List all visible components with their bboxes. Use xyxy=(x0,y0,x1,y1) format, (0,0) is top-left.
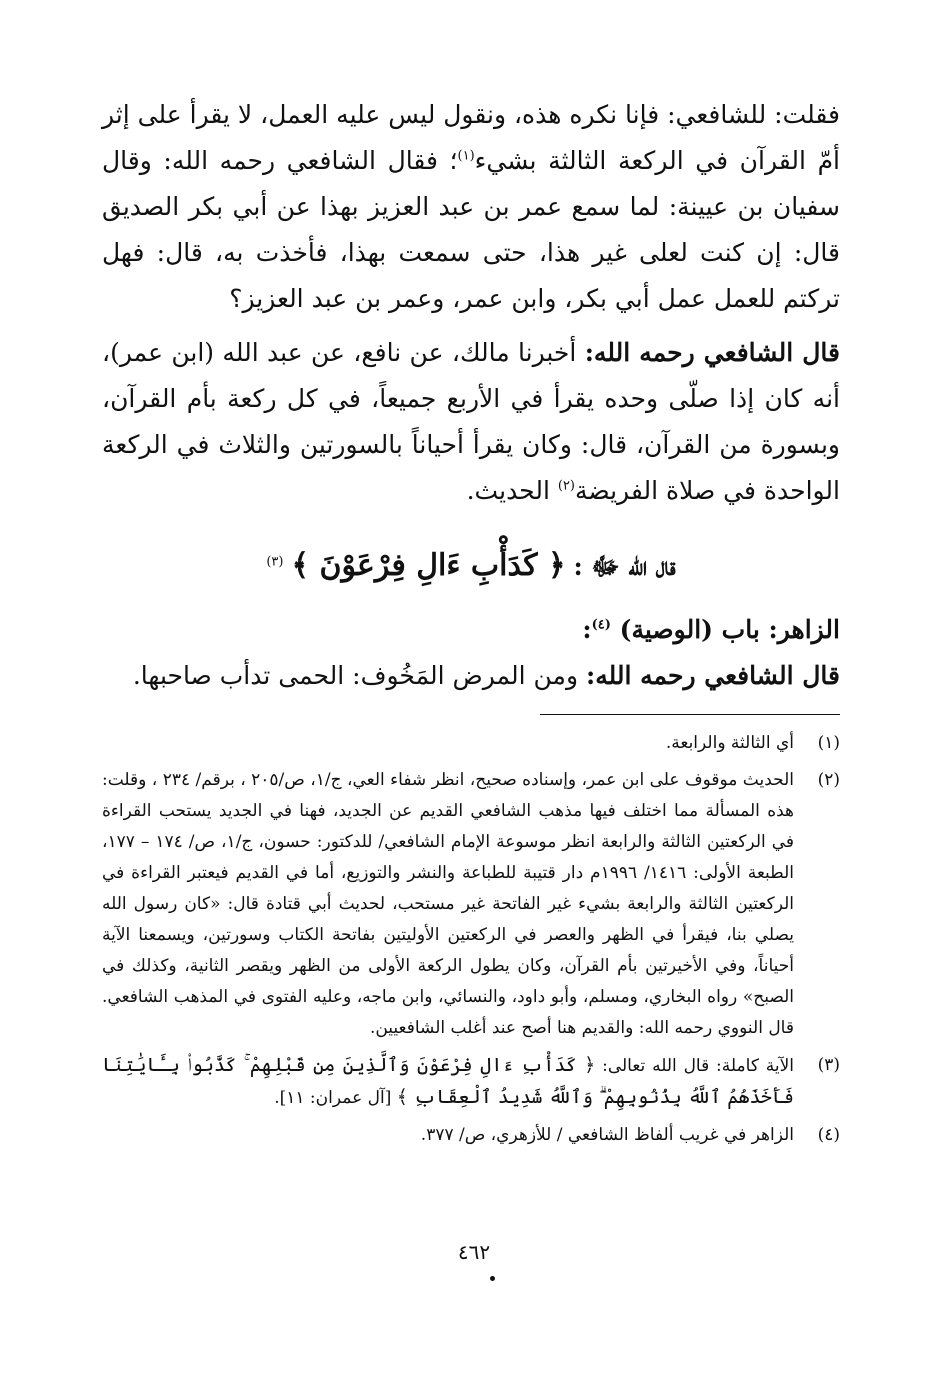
paragraph-3-text: ومن المرض المَخُوف: الحمى تدأب صاحبها. xyxy=(132,661,586,690)
zahir-colon: : xyxy=(582,615,592,644)
footnote-ref-2: (٢) xyxy=(557,478,575,494)
footnote-text xyxy=(102,1050,794,1114)
main-text xyxy=(102,92,840,699)
footnote-2 xyxy=(102,765,840,1044)
footnotes xyxy=(102,728,840,1157)
footnote-ref-3: (٣) xyxy=(266,554,284,570)
footnote-number: (٣) xyxy=(817,1055,840,1075)
footnote-divider xyxy=(540,714,840,715)
footnote-3-reference: [آل عمران: ١١]. xyxy=(274,1088,397,1108)
footnote-3 xyxy=(102,1050,840,1114)
footnote-1 xyxy=(102,728,840,759)
footnote-number: (١) xyxy=(817,733,840,753)
page-dot xyxy=(490,1276,495,1281)
footnote-text: أي الثالثة والرابعة. xyxy=(665,733,794,753)
footnote-number: (٢) xyxy=(817,770,840,790)
paragraph-2 xyxy=(102,330,840,514)
footnote-ref-4: (٤) xyxy=(591,617,611,633)
paragraph-2-text: أخبرنا مالك، عن نافع، عن عبد الله (ابن عمر)، أنه كان إذا صلّى وحده يقرأ في الأربع جميعاً، في كل ركعة بأم القرآن، وبسورة من القرآن، قال: وكان يقرأ أحياناً بالسورتين والثلاث في الركعة الواحدة في صلاة الفريضة xyxy=(102,338,840,505)
paragraph-1 xyxy=(102,92,840,322)
verse-lead: قال الله ﷻ : xyxy=(573,552,676,581)
paragraph-3-lead: قال الشافعي رحمه الله: xyxy=(585,661,840,690)
paragraph-3 xyxy=(102,653,840,699)
page-number: ٤٦٢ xyxy=(457,1240,491,1264)
quran-verse: ﴿ كَدَأْبِ ءَالِ فِرْعَوْنَ ﴾ xyxy=(291,548,566,583)
paragraph-2-lead: قال الشافعي رحمه الله: xyxy=(584,338,840,367)
footnote-3-verse: ﴿ كَدَأْبِ ءَالِ فِرْعَوْنَ وَٱلَّذِينَ مِن قَبْلِهِمْ ۚ كَذَّبُوا۟ بِـَٔايَٰتِنَا فَأَخَذَهُمُ ٱللَّهُ بِذُنُوبِهِمْ ۗ وَٱللَّهُ شَدِيدُ ٱلْعِقَابِ ﴾ xyxy=(102,1054,794,1108)
paragraph-1-rest: ؛ فقال الشافعي رحمه الله: وقال سفيان بن عيينة: لما سمع عمر بن عبد العزيز بهذا عن أبي بكر الصديق قال: إن كنت لعلى غير هذا، حتى سمعت بهذا، فأخذت به، قال: فهل تركتم للعمل عمل أبي بكر، وابن عمر، وعمر بن عبد العزيز؟ xyxy=(102,146,840,313)
footnote-ref-1: (١) xyxy=(457,148,475,164)
paragraph-1-text: فقلت: للشافعي: فإنا نكره هذه، ونقول ليس عليه العمل، لا يقرأ على إثر أمّ القرآن في الركعة الثالثة بشيء xyxy=(102,100,841,175)
footnote-text: الحديث موقوف على ابن عمر، وإسناده صحيح، انظر شفاء العي، ج/١، ص/٢٠٥ ، برقم/ ٢٣٤ ، وقلت: هذه المسألة مما اختلف فيها مذهب الشافعي القديم عن الجديد، فهنا في الجديد يستحب القراءة في الركعتين الثالثة والرابعة انظر موسوعة الإمام الشافعي/ للدكتور: حسون، ج/١، ص/ ١٧٤ – ١٧٧، الطبعة الأولى: ١٤١٦/ ١٩٩٦م دار قتيبة للطباعة والنشر والتوزيع، أما في القديم فيعتبر القراءة في الركعتين الثالثة والرابعة بشيء غير الفاتحة غير مستحب، لحديث أبي قتادة قال: «كان رسول الله يصلي بنا، فيقرأ في الظهر والعصر في الركعتين الأوليتين بفاتحة الكتاب وسورتين، ويسمعنا الآية أحياناً، وفي الأخيرتين بأم القرآن، وكان يطول الركعة الأولى من الظهر ويقصر الثانية، وكذلك في الصبح» رواه البخاري، ومسلم، وأبو داود، والنسائي، وابن ماجه، وعليه الفتوى في المذهب الشافعي. قال النووي رحمه الله: والقديم هنا أصح عند أغلب الشافعيين. xyxy=(102,770,795,1038)
footnote-4 xyxy=(102,1120,840,1151)
verse-line xyxy=(102,540,840,593)
zahir-heading xyxy=(102,607,840,653)
footnote-3-lead: الآية كاملة: قال الله تعالى: xyxy=(595,1056,794,1076)
zahir-label: الزاهر: باب (الوصية) xyxy=(619,615,840,644)
paragraph-2-end: الحديث. xyxy=(466,476,558,505)
footnote-number: (٤) xyxy=(817,1125,840,1145)
footnote-text: الزاهر في غريب ألفاظ الشافعي / للأزهري، ص/ ٣٧٧. xyxy=(420,1125,794,1145)
